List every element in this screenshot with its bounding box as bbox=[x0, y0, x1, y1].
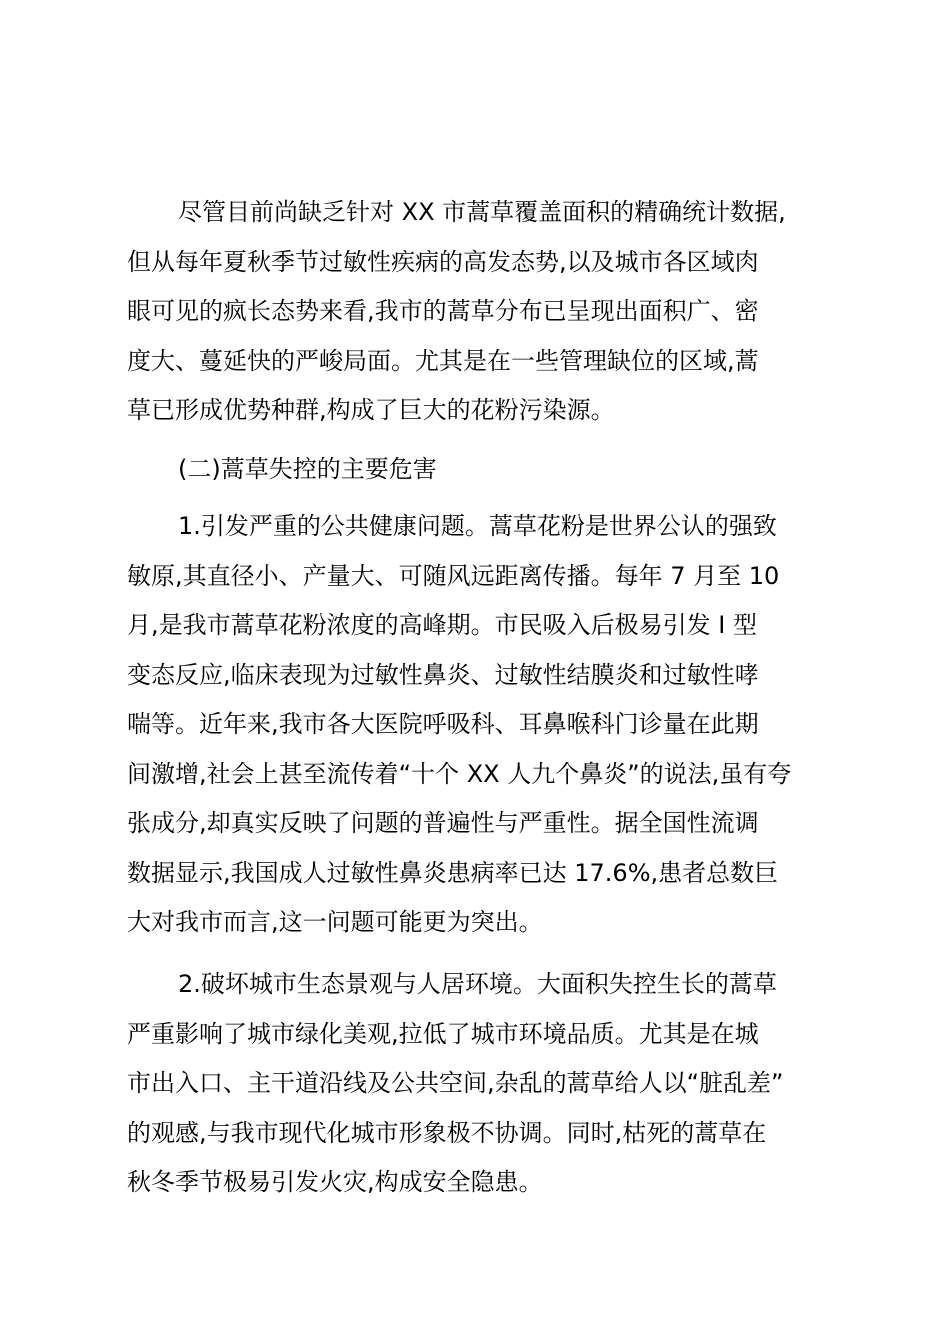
text-line: 2.破坏城市生态景观与人居环境。大面积失控生长的蒿草 bbox=[178, 970, 777, 998]
text-line: 大对我市而言,这一问题可能更为突出。 bbox=[127, 908, 543, 936]
text-line: 秋冬季节极易引发火灾,构成安全隐患。 bbox=[127, 1168, 543, 1196]
text-line: 张成分,却真实反映了问题的普遍性与严重性。据全国性流调 bbox=[127, 809, 759, 837]
section-heading bbox=[127, 445, 847, 495]
text-line: 度大、蔓延快的严峻局面。尤其是在一些管理缺位的区域,蒿 bbox=[127, 346, 759, 375]
text-line: 尽管目前尚缺乏针对 XX 市蒿草覆盖面积的精确统计数据, bbox=[178, 198, 786, 226]
text-line: 严重影响了城市绿化美观,拉低了城市环境品质。尤其是在城 bbox=[127, 1019, 759, 1048]
text-line: 月,是我市蒿草花粉浓度的高峰期。市民吸入后极易引发 I 型 bbox=[127, 611, 757, 639]
text-line: 变态反应,临床表现为过敏性鼻炎、过敏性结膜炎和过敏性哮 bbox=[127, 660, 759, 689]
text-line: 喘等。近年来,我市各大医院呼吸科、耳鼻喉科门诊量在此期 bbox=[127, 710, 759, 738]
paragraph-urban-environment bbox=[127, 960, 847, 1208]
text-line: 数据显示,我国成人过敏性鼻炎患病率已达 17.6%,患者总数巨 bbox=[127, 858, 779, 887]
text-line: 1.引发严重的公共健康问题。蒿草花粉是世界公认的强致 bbox=[178, 512, 777, 540]
text-line: 敏原,其直径小、产量大、可随风远距离传播。每年 7 月至 10 bbox=[127, 561, 780, 590]
text-line: 但从每年夏秋季节过敏性疾病的高发态势,以及城市各区域肉 bbox=[127, 247, 759, 276]
text-line: 眼可见的疯长态势来看,我市的蒿草分布已呈现出面积广、密 bbox=[127, 297, 759, 325]
paragraph-public-health bbox=[127, 502, 847, 948]
text-line: 的观感,与我市现代化城市形象极不协调。同时,枯死的蒿草在 bbox=[127, 1118, 767, 1147]
text-line: 市出入口、主干道沿线及公共空间,杂乱的蒿草给人以“脏乱差” bbox=[127, 1069, 784, 1097]
text-line: 草已形成优势种群,构成了巨大的花粉污染源。 bbox=[127, 396, 615, 424]
text-line: 间激增,社会上甚至流传着“十个 XX 人九个鼻炎”的说法,虽有夸 bbox=[127, 759, 792, 788]
section-heading-text: (二)蒿草失控的主要危害 bbox=[178, 455, 437, 483]
paragraph-weed-distribution bbox=[127, 188, 847, 436]
